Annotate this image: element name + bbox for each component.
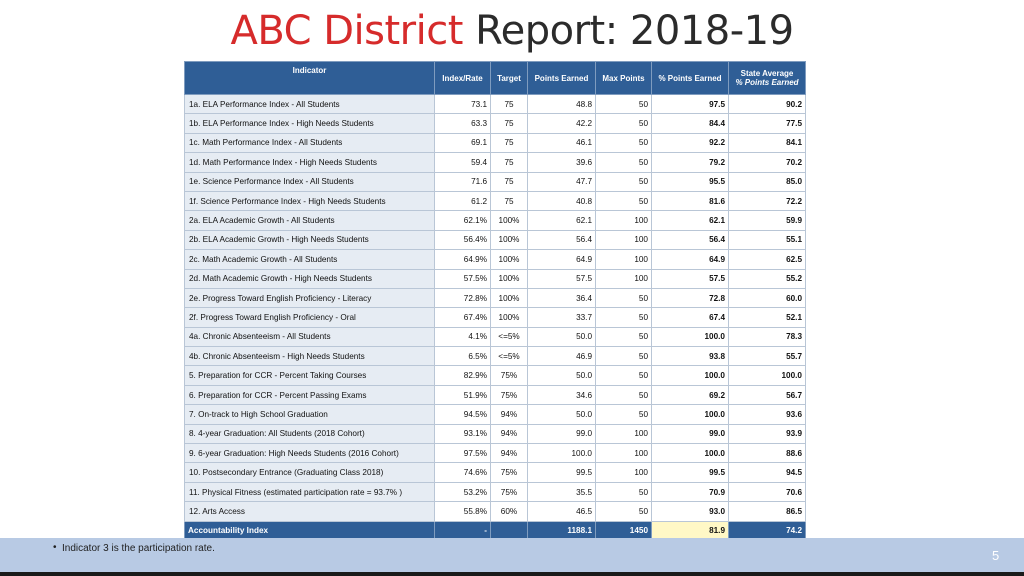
bullet-icon: •	[53, 542, 57, 553]
cell-max-points: 100	[596, 424, 652, 443]
table-header-row	[185, 62, 806, 95]
cell-indicator: 2d. Math Academic Growth - High Needs Students	[185, 269, 435, 288]
cell-state-average: 56.7	[729, 385, 806, 404]
table-row	[185, 114, 806, 133]
table-row	[185, 385, 806, 404]
cell-max-points: 100	[596, 463, 652, 482]
header-indicator: Indicator	[185, 62, 435, 95]
cell-state-average: 88.6	[729, 444, 806, 463]
table-row	[185, 444, 806, 463]
cell-pct-points-earned: 72.8	[652, 288, 729, 307]
cell-index-rate: 4.1%	[435, 327, 491, 346]
cell-pct-points-earned: 56.4	[652, 230, 729, 249]
cell-target: 75	[491, 95, 528, 114]
cell-index-rate: 53.2%	[435, 482, 491, 501]
cell-index-rate: 72.8%	[435, 288, 491, 307]
cell-index-rate: 67.4%	[435, 308, 491, 327]
cell-points-earned: 50.0	[528, 327, 596, 346]
cell-max-points: 50	[596, 133, 652, 152]
cell-indicator: 2c. Math Academic Growth - All Students	[185, 250, 435, 269]
cell-index-rate: 64.9%	[435, 250, 491, 269]
total-cell-index-rate: -	[435, 521, 491, 540]
cell-target: <=5%	[491, 327, 528, 346]
cell-pct-points-earned: 99.0	[652, 424, 729, 443]
header-index-rate: Index/Rate	[435, 62, 491, 95]
cell-target: 100%	[491, 250, 528, 269]
cell-indicator: 2b. ELA Academic Growth - High Needs Students	[185, 230, 435, 249]
cell-points-earned: 42.2	[528, 114, 596, 133]
cell-state-average: 93.6	[729, 405, 806, 424]
cell-pct-points-earned: 69.2	[652, 385, 729, 404]
cell-max-points: 50	[596, 405, 652, 424]
cell-target: 94%	[491, 444, 528, 463]
cell-target: 75	[491, 133, 528, 152]
cell-state-average: 59.9	[729, 211, 806, 230]
header-state-average	[729, 62, 806, 95]
cell-index-rate: 59.4	[435, 153, 491, 172]
cell-target: 100%	[491, 230, 528, 249]
cell-index-rate: 61.2	[435, 191, 491, 210]
header-pct-points-earned: % Points Earned	[652, 62, 729, 95]
header-state-average-line1: State Average	[740, 69, 794, 78]
cell-target: 75%	[491, 482, 528, 501]
cell-pct-points-earned: 97.5	[652, 95, 729, 114]
cell-state-average: 70.6	[729, 482, 806, 501]
cell-max-points: 50	[596, 366, 652, 385]
cell-state-average: 72.2	[729, 191, 806, 210]
cell-pct-points-earned: 79.2	[652, 153, 729, 172]
cell-state-average: 52.1	[729, 308, 806, 327]
cell-points-earned: 50.0	[528, 405, 596, 424]
cell-points-earned: 39.6	[528, 153, 596, 172]
cell-points-earned: 33.7	[528, 308, 596, 327]
title-district: ABC District	[230, 8, 463, 54]
table-row	[185, 133, 806, 152]
cell-pct-points-earned: 93.8	[652, 347, 729, 366]
cell-index-rate: 62.1%	[435, 211, 491, 230]
cell-max-points: 50	[596, 114, 652, 133]
table-row	[185, 250, 806, 269]
cell-max-points: 50	[596, 482, 652, 501]
cell-points-earned: 99.5	[528, 463, 596, 482]
cell-index-rate: 94.5%	[435, 405, 491, 424]
accountability-table	[184, 61, 806, 541]
cell-index-rate: 74.6%	[435, 463, 491, 482]
cell-indicator: 8. 4-year Graduation: All Students (2018 Cohort)	[185, 424, 435, 443]
cell-indicator: 1a. ELA Performance Index - All Students	[185, 95, 435, 114]
cell-max-points: 50	[596, 308, 652, 327]
cell-indicator: 1f. Science Performance Index - High Needs Students	[185, 191, 435, 210]
cell-index-rate: 6.5%	[435, 347, 491, 366]
cell-indicator: 1c. Math Performance Index - All Students	[185, 133, 435, 152]
cell-index-rate: 57.5%	[435, 269, 491, 288]
cell-state-average: 100.0	[729, 366, 806, 385]
cell-max-points: 100	[596, 444, 652, 463]
cell-pct-points-earned: 100.0	[652, 405, 729, 424]
cell-max-points: 50	[596, 95, 652, 114]
cell-index-rate: 69.1	[435, 133, 491, 152]
cell-state-average: 55.2	[729, 269, 806, 288]
cell-max-points: 100	[596, 230, 652, 249]
cell-state-average: 60.0	[729, 288, 806, 307]
cell-points-earned: 47.7	[528, 172, 596, 191]
cell-pct-points-earned: 100.0	[652, 444, 729, 463]
cell-pct-points-earned: 84.4	[652, 114, 729, 133]
table-row	[185, 347, 806, 366]
cell-indicator: 2e. Progress Toward English Proficiency - Literacy	[185, 288, 435, 307]
table-body	[185, 95, 806, 541]
cell-pct-points-earned: 100.0	[652, 327, 729, 346]
total-cell-points-earned: 1188.1	[528, 521, 596, 540]
cell-index-rate: 73.1	[435, 95, 491, 114]
cell-max-points: 100	[596, 269, 652, 288]
cell-index-rate: 56.4%	[435, 230, 491, 249]
cell-target: 94%	[491, 424, 528, 443]
cell-target: 75	[491, 114, 528, 133]
cell-indicator: 7. On-track to High School Graduation	[185, 405, 435, 424]
cell-index-rate: 63.3	[435, 114, 491, 133]
table-row	[185, 153, 806, 172]
cell-pct-points-earned: 99.5	[652, 463, 729, 482]
cell-points-earned: 36.4	[528, 288, 596, 307]
cell-points-earned: 35.5	[528, 482, 596, 501]
cell-max-points: 50	[596, 172, 652, 191]
cell-max-points: 50	[596, 347, 652, 366]
cell-indicator: 10. Postsecondary Entrance (Graduating Class 2018)	[185, 463, 435, 482]
table-row	[185, 405, 806, 424]
cell-state-average: 62.5	[729, 250, 806, 269]
cell-state-average: 84.1	[729, 133, 806, 152]
cell-pct-points-earned: 95.5	[652, 172, 729, 191]
cell-max-points: 100	[596, 211, 652, 230]
cell-indicator: 4a. Chronic Absenteeism - All Students	[185, 327, 435, 346]
cell-points-earned: 48.8	[528, 95, 596, 114]
table-row	[185, 463, 806, 482]
cell-index-rate: 51.9%	[435, 385, 491, 404]
table-row	[185, 269, 806, 288]
cell-state-average: 93.9	[729, 424, 806, 443]
cell-state-average: 77.5	[729, 114, 806, 133]
cell-max-points: 50	[596, 327, 652, 346]
cell-points-earned: 50.0	[528, 366, 596, 385]
cell-state-average: 55.7	[729, 347, 806, 366]
cell-state-average: 55.1	[729, 230, 806, 249]
cell-indicator: 5. Preparation for CCR - Percent Taking Courses	[185, 366, 435, 385]
cell-target: 75	[491, 191, 528, 210]
cell-target: 100%	[491, 288, 528, 307]
cell-indicator: 4b. Chronic Absenteeism - High Needs Students	[185, 347, 435, 366]
cell-indicator: 1b. ELA Performance Index - High Needs Students	[185, 114, 435, 133]
cell-state-average: 94.5	[729, 463, 806, 482]
cell-target: 75%	[491, 366, 528, 385]
footer-bottom-bar	[0, 572, 1024, 576]
cell-target: 75%	[491, 385, 528, 404]
total-cell-indicator: Accountability Index	[185, 521, 435, 540]
cell-pct-points-earned: 92.2	[652, 133, 729, 152]
cell-index-rate: 55.8%	[435, 502, 491, 521]
cell-target: 75%	[491, 463, 528, 482]
footnote-text: Indicator 3 is the participation rate.	[62, 543, 215, 554]
header-state-average-line2: % Points Earned	[735, 78, 799, 87]
slide-number: 5	[992, 548, 1000, 563]
cell-index-rate: 82.9%	[435, 366, 491, 385]
cell-target: 94%	[491, 405, 528, 424]
cell-pct-points-earned: 100.0	[652, 366, 729, 385]
cell-max-points: 50	[596, 502, 652, 521]
table-row	[185, 211, 806, 230]
cell-points-earned: 40.8	[528, 191, 596, 210]
cell-indicator: 1d. Math Performance Index - High Needs Students	[185, 153, 435, 172]
cell-target: 100%	[491, 308, 528, 327]
table-row	[185, 327, 806, 346]
title-report: Report: 2018-19	[462, 8, 794, 54]
cell-points-earned: 64.9	[528, 250, 596, 269]
cell-pct-points-earned: 62.1	[652, 211, 729, 230]
cell-points-earned: 46.5	[528, 502, 596, 521]
cell-target: 75	[491, 172, 528, 191]
cell-pct-points-earned: 70.9	[652, 482, 729, 501]
cell-state-average: 86.5	[729, 502, 806, 521]
cell-max-points: 50	[596, 191, 652, 210]
total-cell-state-average: 74.2	[729, 521, 806, 540]
cell-state-average: 70.2	[729, 153, 806, 172]
cell-pct-points-earned: 64.9	[652, 250, 729, 269]
table-row	[185, 308, 806, 327]
cell-target: <=5%	[491, 347, 528, 366]
cell-max-points: 50	[596, 385, 652, 404]
cell-points-earned: 46.9	[528, 347, 596, 366]
cell-index-rate: 97.5%	[435, 444, 491, 463]
cell-state-average: 85.0	[729, 172, 806, 191]
cell-points-earned: 56.4	[528, 230, 596, 249]
cell-state-average: 78.3	[729, 327, 806, 346]
table-row	[185, 172, 806, 191]
cell-index-rate: 71.6	[435, 172, 491, 191]
cell-points-earned: 100.0	[528, 444, 596, 463]
total-cell-pct-points-earned: 81.9	[652, 521, 729, 540]
cell-indicator: 2f. Progress Toward English Proficiency - Oral	[185, 308, 435, 327]
cell-points-earned: 46.1	[528, 133, 596, 152]
table-row	[185, 191, 806, 210]
table-row	[185, 366, 806, 385]
cell-points-earned: 57.5	[528, 269, 596, 288]
footnote	[53, 542, 215, 554]
cell-target: 100%	[491, 269, 528, 288]
cell-index-rate: 93.1%	[435, 424, 491, 443]
table-row	[185, 482, 806, 501]
cell-points-earned: 34.6	[528, 385, 596, 404]
cell-indicator: 11. Physical Fitness (estimated participation rate = 93.7% )	[185, 482, 435, 501]
cell-max-points: 50	[596, 288, 652, 307]
cell-points-earned: 99.0	[528, 424, 596, 443]
cell-pct-points-earned: 67.4	[652, 308, 729, 327]
cell-target: 60%	[491, 502, 528, 521]
table-row	[185, 502, 806, 521]
total-cell-max-points: 1450	[596, 521, 652, 540]
header-max-points: Max Points	[596, 62, 652, 95]
table-row	[185, 230, 806, 249]
header-target: Target	[491, 62, 528, 95]
cell-target: 75	[491, 153, 528, 172]
cell-pct-points-earned: 81.6	[652, 191, 729, 210]
table-row	[185, 95, 806, 114]
header-points-earned: Points Earned	[528, 62, 596, 95]
cell-max-points: 50	[596, 153, 652, 172]
slide-title	[0, 6, 1024, 56]
cell-state-average: 90.2	[729, 95, 806, 114]
table-row	[185, 288, 806, 307]
cell-indicator: 12. Arts Access	[185, 502, 435, 521]
cell-indicator: 1e. Science Performance Index - All Students	[185, 172, 435, 191]
cell-max-points: 100	[596, 250, 652, 269]
cell-pct-points-earned: 57.5	[652, 269, 729, 288]
cell-points-earned: 62.1	[528, 211, 596, 230]
cell-pct-points-earned: 93.0	[652, 502, 729, 521]
cell-indicator: 6. Preparation for CCR - Percent Passing Exams	[185, 385, 435, 404]
cell-indicator: 2a. ELA Academic Growth - All Students	[185, 211, 435, 230]
cell-target: 100%	[491, 211, 528, 230]
cell-indicator: 9. 6-year Graduation: High Needs Students (2016 Cohort)	[185, 444, 435, 463]
table-row	[185, 424, 806, 443]
